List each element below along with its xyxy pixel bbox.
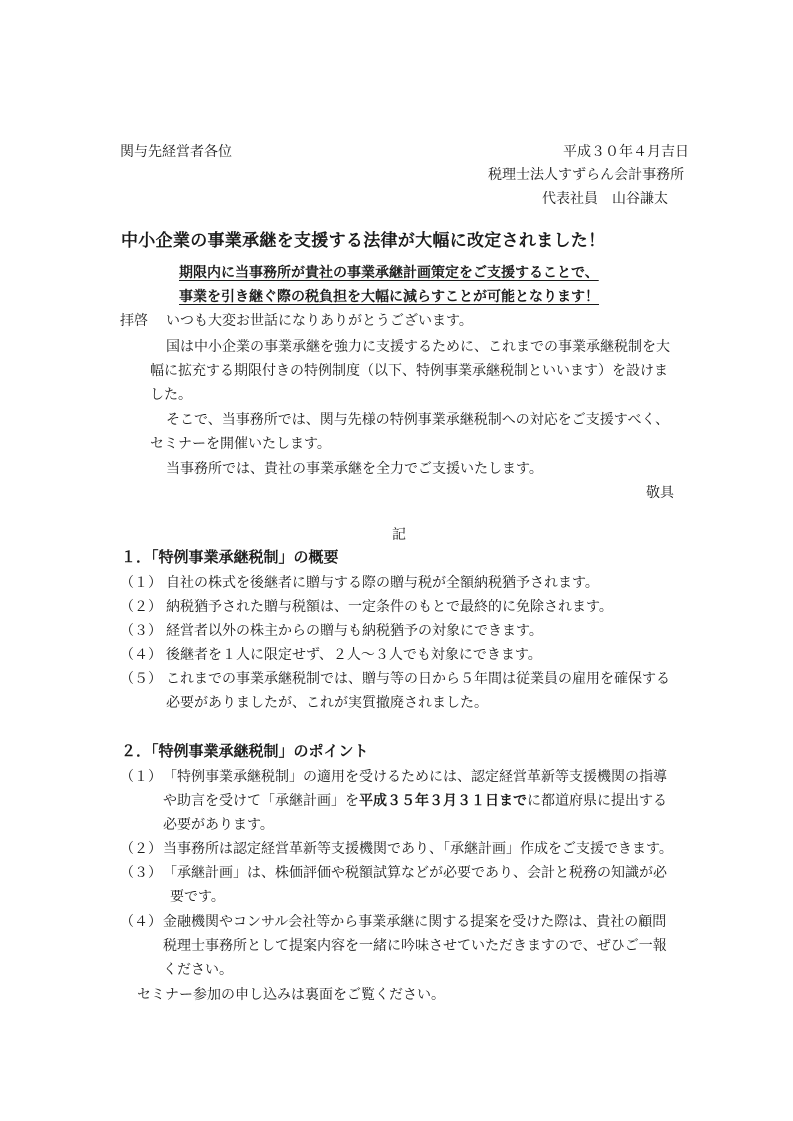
list-item-text: 必要があります。 — [163, 817, 274, 833]
list-item-text: 経営者以外の株主からの贈与も納税猶予の対象にできます。 — [166, 623, 543, 639]
body-paragraph-line: 幅に拡充する期限付きの特例制度（以下、特例事業承継税制といいます）を設けま — [150, 363, 668, 379]
list-item-text: 必要がありましたが、これが実質撤廃されました。 — [166, 695, 488, 711]
firm-name: 税理士法人すずらん会計事務所 — [488, 167, 685, 183]
list-item-text: 金融機関やコンサル会社等から事業承継に関する提案を受けた際は、貴社の顧問 — [163, 914, 667, 930]
subtitle-line-2: 事業を引き継ぐ際の税負担を大幅に減らすことが可能となります！ — [179, 289, 599, 305]
representative: 代表社員 山谷謙太 — [542, 191, 668, 207]
list-item-number: （５） — [120, 671, 162, 687]
closing: 敬具 — [646, 485, 674, 501]
list-item-text: 「承継計画」は、株価評価や税額試算などが必要であり、会計と税務の知識が必 — [163, 865, 667, 881]
list-item-text: や助言を受けて「承継計画」を — [163, 793, 359, 809]
section-2-heading: ２．「特例事業承継税制」のポイント — [121, 742, 369, 760]
body-paragraph-line: 当事務所では、貴社の事業承継を全力でご支援いたします。 — [166, 461, 543, 477]
list-item-text: ください。 — [163, 962, 233, 978]
list-item-text: 税理士事務所として提案内容を一緒に吟味させていただきますので、ぜひご一報 — [163, 938, 667, 954]
list-item-text: に都道府県に提出する — [527, 793, 667, 809]
body-paragraph-line: セミナーを開催いたします。 — [150, 436, 331, 452]
list-item-number: （１） — [120, 769, 162, 785]
list-item-number: （２） — [120, 841, 162, 857]
list-item-text: 当事務所は認定経営革新等支援機関であり、「承継計画」作成をご支援できます。 — [163, 841, 673, 857]
greeting-opening: 拝啓 — [120, 313, 148, 329]
list-item-text — [163, 790, 667, 810]
list-item-text: 後継者を１人に限定せず、２人～３人でも対象にできます。 — [166, 647, 542, 663]
list-item-text: 「特例事業承継税制」の適用を受けるためには、認定経営革新等支援機関の指導 — [163, 769, 667, 785]
section-1-heading: １．「特例事業承継税制」の概要 — [121, 548, 339, 566]
deadline-highlight: 平成３５年３月３１日まで — [359, 793, 527, 809]
date: 平成３０年４月吉日 — [563, 144, 689, 160]
list-item-number: （４） — [120, 914, 162, 930]
list-item-number: （３） — [120, 623, 162, 639]
footer-note: セミナー参加の申し込みは裏面をご覧ください。 — [137, 987, 445, 1003]
list-item-number: （３） — [120, 865, 162, 881]
body-paragraph-line: した。 — [150, 387, 192, 403]
list-item-number: （４） — [120, 647, 162, 663]
ki-marker: 記 — [392, 527, 406, 543]
subtitle-line-1: 期限内に当事務所が貴社の事業承継計画策定をご支援することで、 — [179, 265, 599, 281]
list-item-text: 要です。 — [170, 889, 225, 905]
list-item-number: （２） — [120, 599, 162, 615]
list-item-text: これまでの事業承継税制では、贈与等の日から５年間は従業員の雇用を確保する — [166, 671, 670, 687]
list-item-text: 納税猶予された贈与税額は、一定条件のもとで最終的に免除されます。 — [166, 599, 613, 615]
body-paragraph-line: 国は中小企業の事業承継を強力に支援するために、これまでの事業承継税制を大 — [166, 339, 670, 355]
greeting-line-1: いつも大変お世話になりありがとうございます。 — [166, 313, 473, 329]
body-paragraph-line: そこで、当事務所では、関与先様の特例事業承継税制への対応をご支援すべく、 — [166, 412, 670, 428]
list-item-text: 自社の株式を後継者に贈与する際の贈与税が全額納税猶予されます。 — [166, 575, 599, 591]
document-title: 中小企業の事業承継を支援する法律が大幅に改定されました！ — [121, 231, 606, 251]
recipient: 関与先経営者各位 — [120, 144, 232, 160]
list-item-number: （１） — [120, 575, 162, 591]
